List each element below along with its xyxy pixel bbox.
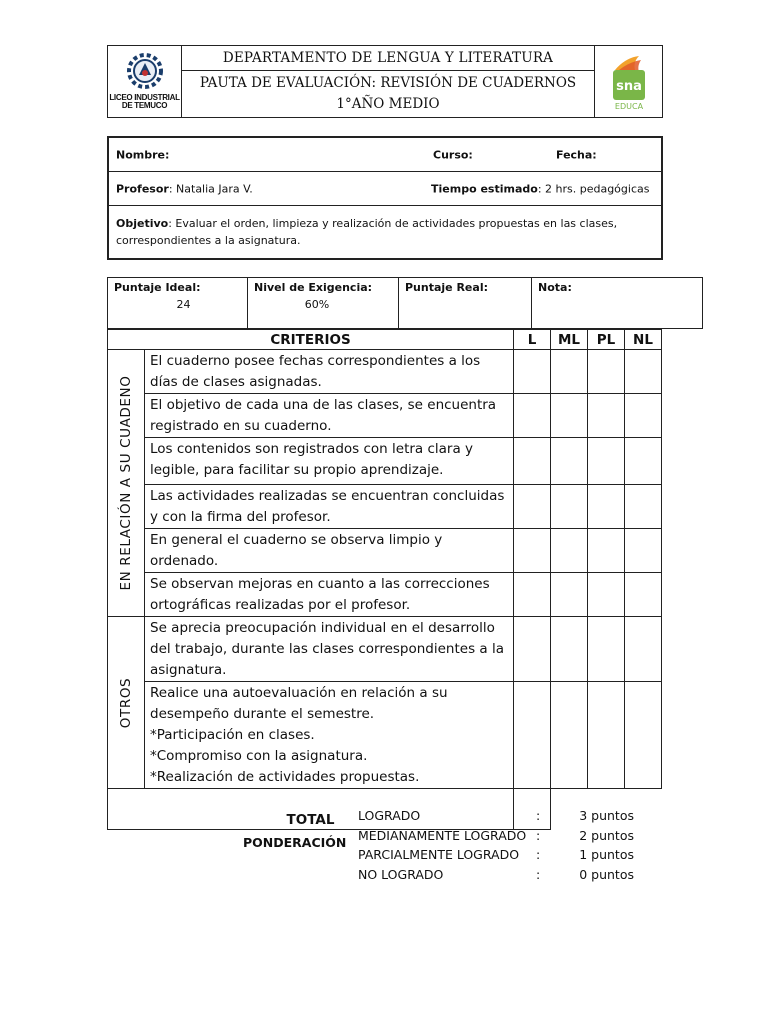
mark-cell-nl[interactable] xyxy=(625,617,662,682)
mark-cell-ml[interactable] xyxy=(551,682,588,789)
mark-cell-nl[interactable] xyxy=(625,573,662,617)
info-row-objetivo xyxy=(109,206,661,258)
criterion-line: *Participación en clases. xyxy=(150,727,315,743)
criteria-row xyxy=(108,529,662,573)
nota-label: Nota: xyxy=(538,281,572,294)
ponderacion-list xyxy=(358,806,638,884)
sna-logo-text: sna xyxy=(615,78,642,94)
criterion-line: *Compromiso con la asignatura. xyxy=(150,748,368,764)
school-caption-line2: DE TEMUCO xyxy=(121,101,168,110)
mark-cell-ml[interactable] xyxy=(551,394,588,438)
mark-cell-ml[interactable] xyxy=(551,529,588,573)
criteria-table xyxy=(107,329,662,830)
gear-emblem-icon xyxy=(125,51,165,91)
nombre-label: Nombre: xyxy=(116,148,170,161)
mark-cell-pl[interactable] xyxy=(588,573,625,617)
mark-cell-pl[interactable] xyxy=(588,529,625,573)
objetivo-value: : Evaluar el orden, limpieza y realización de actividades propuestas en las clases, correspondientes a la asignatura. xyxy=(116,217,618,247)
mark-cell-pl[interactable] xyxy=(588,617,625,682)
ponderacion-colon: : xyxy=(536,808,541,823)
criterion-line: Realice una autoevaluación en relación a su desempeño durante el semestre. xyxy=(150,685,448,722)
col-header-pl: PL xyxy=(588,330,625,350)
ponderacion-name: PARCIALMENTE LOGRADO xyxy=(358,847,520,862)
fecha-label: Fecha: xyxy=(556,148,597,161)
criterion-text xyxy=(145,617,514,682)
ponderacion-colon: : xyxy=(536,866,541,882)
department-title: DEPARTAMENTO DE LENGUA Y LITERATURA xyxy=(182,46,594,71)
col-header-l: L xyxy=(514,330,551,350)
criteria-row xyxy=(108,350,662,394)
mark-cell-l[interactable] xyxy=(514,438,551,485)
student-info-block xyxy=(107,136,663,260)
mark-cell-l[interactable] xyxy=(514,394,551,438)
tiempo-label: Tiempo estimado xyxy=(431,182,538,195)
ponderacion-points: 0 puntos xyxy=(579,866,634,882)
mark-cell-l[interactable] xyxy=(514,529,551,573)
mark-cell-ml[interactable] xyxy=(551,573,588,617)
nivel-exigencia-value: 60% xyxy=(304,298,330,311)
criteria-row xyxy=(108,682,662,789)
criteria-row xyxy=(108,617,662,682)
mark-cell-nl[interactable] xyxy=(625,350,662,394)
ponderacion-name: NO LOGRADO xyxy=(358,866,444,882)
col-header-nl: NL xyxy=(625,330,662,350)
sna-logo-sub: EDUCA xyxy=(614,101,643,111)
nota-cell xyxy=(532,278,702,328)
ponderacion-item xyxy=(358,865,638,885)
group-otros-label: OTROS xyxy=(118,677,134,728)
criterion-text: Se observan mejoras en cuanto a las correcciones ortográficas realizadas por el profesor. xyxy=(145,573,514,617)
profesor-label: Profesor xyxy=(116,182,169,195)
nivel-exigencia-cell xyxy=(248,278,399,328)
mark-cell-nl[interactable] xyxy=(625,485,662,529)
school-caption-line1: LICEO INDUSTRIAL xyxy=(109,93,180,102)
info-row-profesor xyxy=(109,172,661,206)
col-header-ml: ML xyxy=(551,330,588,350)
criterion-text: En general el cuaderno se observa limpio y ordenado. xyxy=(145,529,514,573)
mark-cell-l[interactable] xyxy=(514,682,551,789)
criteria-row xyxy=(108,438,662,485)
criterion-text xyxy=(145,682,514,789)
nivel-exigencia-label: Nivel de Exigencia: xyxy=(254,281,373,294)
document-header xyxy=(107,45,663,118)
school-logo-caption xyxy=(109,94,179,110)
document-title: PAUTA DE EVALUACIÓN: REVISIÓN DE CUADERNOS xyxy=(199,75,577,91)
ponderacion-name: MEDIANAMENTE LOGRADO xyxy=(358,827,527,843)
puntaje-ideal-value: 24 xyxy=(176,298,191,311)
ponderacion-points: 3 puntos xyxy=(579,808,634,823)
score-strip xyxy=(107,277,703,329)
criterion-text: El cuaderno posee fechas correspondientes a los días de clases asignadas. xyxy=(145,350,514,394)
document-title-block xyxy=(182,71,594,117)
objetivo-field xyxy=(116,215,653,249)
mark-cell-l[interactable] xyxy=(514,350,551,394)
mark-cell-l[interactable] xyxy=(514,485,551,529)
ponderacion-item xyxy=(358,826,638,846)
ponderacion-name: LOGRADO xyxy=(358,808,421,823)
sna-logo xyxy=(594,46,662,117)
ponderacion-item xyxy=(358,845,638,865)
ponderacion-colon: : xyxy=(536,827,541,843)
puntaje-ideal-cell xyxy=(108,278,248,328)
ponderacion-points: 1 puntos xyxy=(579,847,634,862)
group-cuaderno-label: EN RELACIÓN A SU CUADENO xyxy=(118,375,134,591)
criteria-row xyxy=(108,573,662,617)
criterios-header: CRITERIOS xyxy=(108,330,514,350)
mark-cell-l[interactable] xyxy=(514,573,551,617)
mark-cell-ml[interactable] xyxy=(551,617,588,682)
objetivo-label: Objetivo xyxy=(116,217,169,230)
criteria-row xyxy=(108,485,662,529)
mark-cell-nl[interactable] xyxy=(625,438,662,485)
mark-cell-l[interactable] xyxy=(514,617,551,682)
mark-cell-pl[interactable] xyxy=(588,485,625,529)
puntaje-real-cell xyxy=(399,278,532,328)
mark-cell-nl[interactable] xyxy=(625,394,662,438)
mark-cell-nl[interactable] xyxy=(625,682,662,789)
profesor-field xyxy=(116,182,253,195)
sna-educa-logo-icon xyxy=(609,52,649,112)
profesor-value: : Natalia Jara V. xyxy=(168,182,253,195)
mark-cell-pl[interactable] xyxy=(588,438,625,485)
criterion-text: Los contenidos son registrados con letra clara y legible, para facilitar su propio aprendizaje. xyxy=(145,438,514,485)
criterion-line: *Realización de actividades propuestas. xyxy=(150,769,420,785)
ponderacion-colon: : xyxy=(536,847,541,862)
ponderacion-points: 2 puntos xyxy=(579,827,634,843)
ponderacion-item xyxy=(358,806,638,826)
criterion-line: Se aprecia preocupación individual en el desarrollo del trabajo, durante las clases correspondientes a la asignatura. xyxy=(150,620,504,678)
criterion-text: El objetivo de cada una de las clases, se encuentra registrado en su cuaderno. xyxy=(145,394,514,438)
criteria-header-row xyxy=(108,330,662,350)
puntaje-ideal-label: Puntaje Ideal: xyxy=(114,281,201,294)
total-label: TOTAL xyxy=(108,789,514,830)
info-row-nombre xyxy=(109,138,661,172)
criterion-text: Las actividades realizadas se encuentran concluidas y con la firma del profesor. xyxy=(145,485,514,529)
mark-cell-ml[interactable] xyxy=(551,350,588,394)
criteria-row xyxy=(108,394,662,438)
curso-label: Curso: xyxy=(433,148,473,161)
mark-cell-pl[interactable] xyxy=(588,394,625,438)
mark-cell-ml[interactable] xyxy=(551,438,588,485)
tiempo-field xyxy=(431,182,649,195)
mark-cell-ml[interactable] xyxy=(551,485,588,529)
group-cuaderno-label-cell xyxy=(108,350,145,617)
group-otros-label-cell xyxy=(108,617,145,789)
puntaje-real-label: Puntaje Real: xyxy=(405,281,488,294)
mark-cell-pl[interactable] xyxy=(588,350,625,394)
header-titles xyxy=(182,46,594,117)
school-logo xyxy=(108,46,182,117)
mark-cell-nl[interactable] xyxy=(625,529,662,573)
ponderacion-label: PONDERACIÓN xyxy=(243,835,347,850)
tiempo-value: : 2 hrs. pedagógicas xyxy=(537,182,650,195)
mark-cell-pl[interactable] xyxy=(588,682,625,789)
course-level: 1°AÑO MEDIO xyxy=(336,96,440,112)
